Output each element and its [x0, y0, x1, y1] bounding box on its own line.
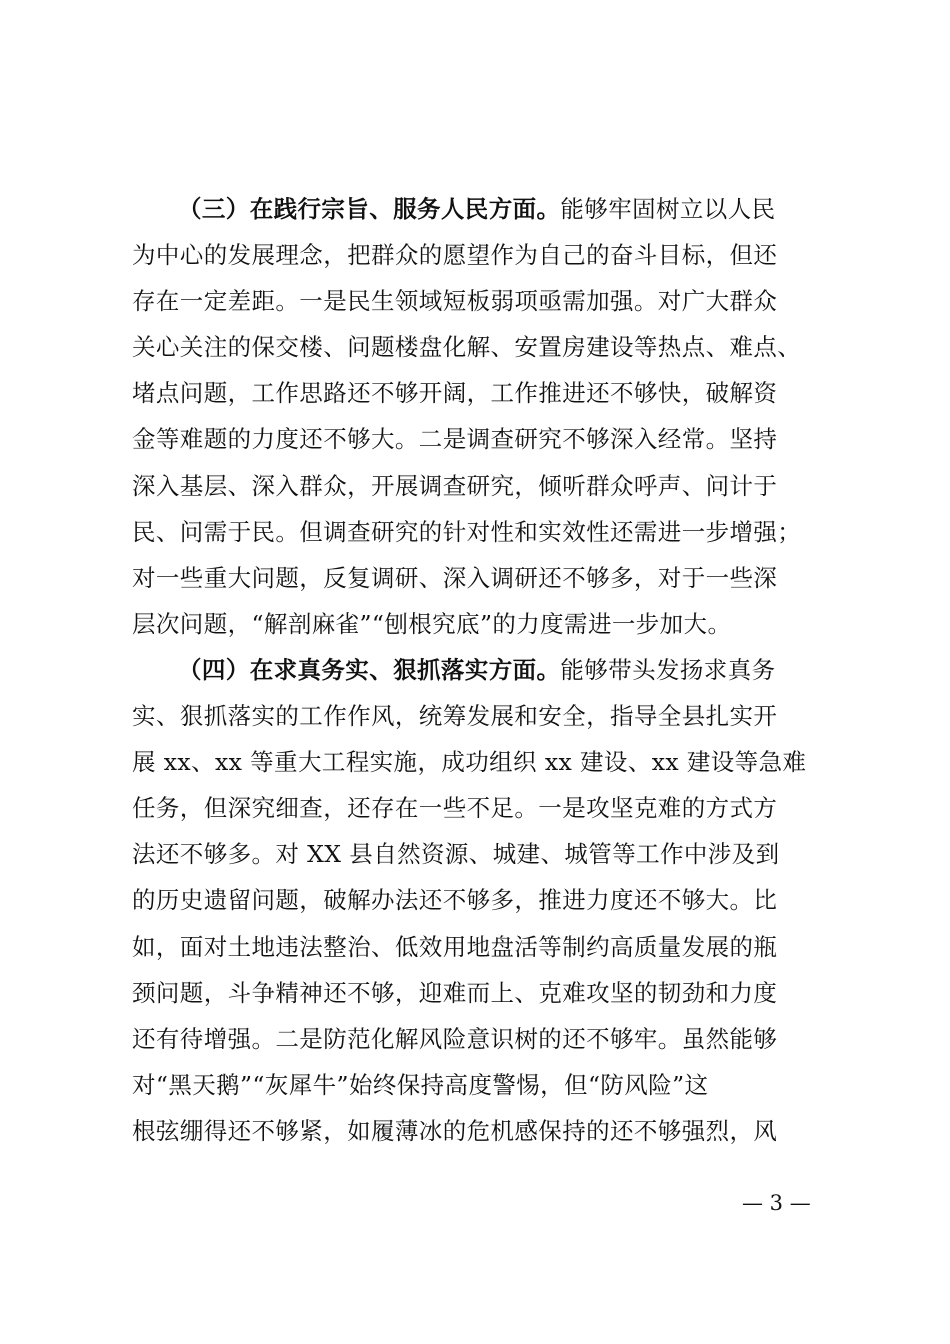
paragraph-4-line: 实、狠抓落实的工作作风，统筹发展和安全，指导全县扎实开 — [132, 702, 778, 731]
paragraph-4-line: 还有待增强。二是防范化解风险意识树的还不够牢。虽然能够 — [132, 1024, 778, 1053]
paragraph-3-line: 堵点问题，工作思路还不够开阔，工作推进还不够快，破解资 — [132, 379, 778, 408]
paragraph-4-line: 法还不够多。对 XX 县自然资源、城建、城管等工作中涉及到 — [132, 840, 780, 869]
paragraph-4-line: 任务，但深究细查，还存在一些不足。一是攻坚克难的方式方 — [132, 794, 778, 823]
paragraph-3-line: 层次问题，“解剖麻雀”“刨根究底”的力度需进一步加大。 — [132, 609, 732, 638]
paragraph-3-line: 金等难题的力度还不够大。二是调查研究不够深入经常。坚持 — [132, 425, 778, 454]
paragraph-3-first-line — [132, 186, 832, 232]
paragraph-3-line: 民、问需于民。但调查研究的针对性和实效性还需进一步增强； — [132, 517, 802, 546]
paragraph-4-line: 如，面对土地违法整治、低效用地盘活等制约高质量发展的瓶 — [132, 932, 778, 961]
paragraph-3-first-line-text: 能够牢固树立以人民 — [560, 195, 776, 223]
page-number: — 3 — — [742, 1191, 811, 1215]
paragraph-3-heading: （三）在践行宗旨、服务人民方面。 — [178, 195, 561, 223]
paragraph-3-line: 存在一定差距。一是民生领域短板弱项亟需加强。对广大群众 — [132, 287, 778, 316]
paragraph-3-line: 对一些重大问题，反复调研、深入调研还不够多，对于一些深 — [132, 563, 778, 592]
paragraph-4-first-line — [132, 647, 832, 693]
paragraph-3-line: 深入基层、深入群众，开展调查研究，倾听群众呼声、问计于 — [132, 471, 778, 500]
paragraph-3-line: 关心关注的保交楼、问题楼盘化解、安置房建设等热点、难点、 — [132, 333, 802, 362]
document-body — [132, 186, 832, 1154]
paragraph-4-line: 展 xx、xx 等重大工程实施，成功组织 xx 建设、xx 建设等急难 — [132, 748, 807, 777]
paragraph-4-heading: （四）在求真务实、狠抓落实方面。 — [178, 655, 561, 684]
paragraph-3-line: 为中心的发展理念，把群众的愿望作为自己的奋斗目标，但还 — [132, 241, 778, 270]
paragraph-4-line: 对“黑天鹅”“灰犀牛”始终保持高度警惕，但“防风险”这 — [132, 1070, 709, 1099]
paragraph-4-line: 的历史遗留问题，破解办法还不够多，推进力度还不够大。比 — [132, 886, 778, 915]
paragraph-4-line: 颈问题，斗争精神还不够，迎难而上、克难攻坚的韧劲和力度 — [132, 978, 778, 1007]
paragraph-4-line: 根弦绷得还不够紧，如履薄冰的危机感保持的还不够强烈，风 — [132, 1116, 778, 1145]
paragraph-4-first-line-text: 能够带头发扬求真务 — [560, 655, 776, 684]
